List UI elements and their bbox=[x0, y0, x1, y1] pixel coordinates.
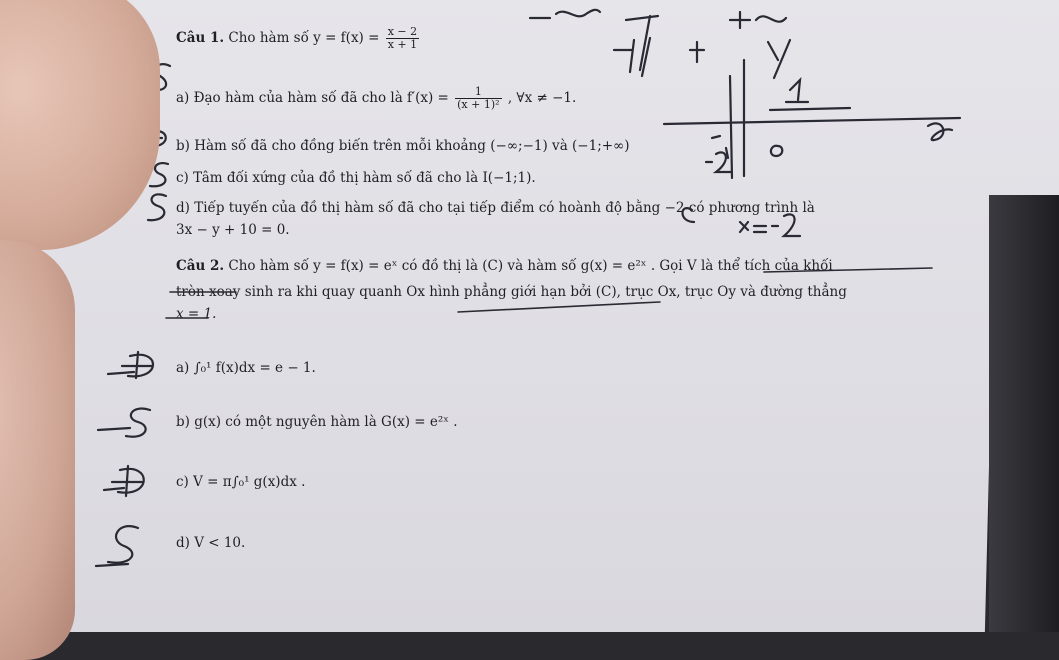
scribble-x-right bbox=[928, 123, 952, 140]
q2-item-c: c) V = π∫₀¹ g(x)dx . bbox=[176, 474, 306, 490]
scribble-zero bbox=[771, 146, 782, 156]
q2-item-b: b) g(x) có một nguyên hàm là G(x) = e²ˣ . bbox=[176, 414, 458, 430]
q1-item-b: b) Hàm số đã cho đồng biến trên mỗi khoảng (−∞;−1) và (−1;+∞) bbox=[176, 138, 630, 154]
scribble-y bbox=[768, 40, 790, 78]
graph-asymptote-horizontal bbox=[664, 118, 960, 124]
q1-a-denominator: (x + 1)² bbox=[457, 98, 500, 111]
scribble-x-neg-two bbox=[740, 214, 800, 236]
q2-a-mark-d bbox=[108, 352, 153, 378]
finger bbox=[0, 240, 75, 660]
q2-title: Câu 2. bbox=[176, 258, 225, 274]
scribble-plus-infinity bbox=[730, 12, 786, 28]
q1-a-numerator: 1 bbox=[455, 86, 501, 99]
scribble-plus bbox=[690, 42, 704, 62]
q2-item-a: a) ∫₀¹ f(x)dx = e − 1. bbox=[176, 360, 316, 376]
q1-item-c: c) Tâm đối xứng của đồ thị hàm số đã cho là I(−1;1). bbox=[176, 170, 536, 186]
q2-b-mark-s bbox=[98, 409, 150, 437]
scribble-x-eq bbox=[683, 208, 695, 222]
q1-func-numerator: x − 2 bbox=[387, 25, 418, 38]
scribble-neg-one bbox=[614, 16, 658, 70]
q2-item-d: d) V < 10. bbox=[176, 535, 246, 551]
q2-c-mark-d bbox=[104, 466, 144, 496]
q2-intro-line2: tròn xoay sinh ra khi quay quanh Ox hình phẳng giới hạn bởi (C), trục Ox, trục Oy và đường thẳng bbox=[176, 284, 847, 300]
q1-item-d-line2: 3x − y + 10 = 0. bbox=[176, 222, 290, 238]
q1-item-d-line1: d) Tiếp tuyến của đồ thị hàm số đã cho tại tiếp điểm có hoành độ bằng −2 có phương trình là bbox=[176, 200, 815, 216]
q1-d-mark-s bbox=[148, 194, 166, 220]
q2-intro-text: Cho hàm số y = f(x) = eˣ có đồ thị là (C) và hàm số g(x) = e²ˣ . Gọi V là thể tích của khối bbox=[228, 258, 833, 274]
scribble-neg-infinity bbox=[530, 10, 600, 18]
graph-line-short bbox=[770, 108, 850, 110]
scribble-one bbox=[786, 80, 808, 102]
q1-a-condition: , ∀x ≠ −1. bbox=[507, 90, 577, 106]
q1-intro: Cho hàm số y = f(x) = bbox=[228, 30, 380, 46]
underline-volume bbox=[764, 268, 932, 272]
q2-intro-line3: x = 1. bbox=[176, 306, 217, 322]
q2-d-mark-s bbox=[96, 526, 138, 566]
q1-a-text: a) Đạo hàm của hàm số đã cho là f′(x) = bbox=[176, 90, 449, 106]
graph-asymptote-vertical bbox=[730, 76, 732, 178]
q1-func-denominator: x + 1 bbox=[387, 38, 418, 51]
q1-title: Câu 1. bbox=[176, 30, 225, 46]
underline-region bbox=[458, 302, 660, 312]
